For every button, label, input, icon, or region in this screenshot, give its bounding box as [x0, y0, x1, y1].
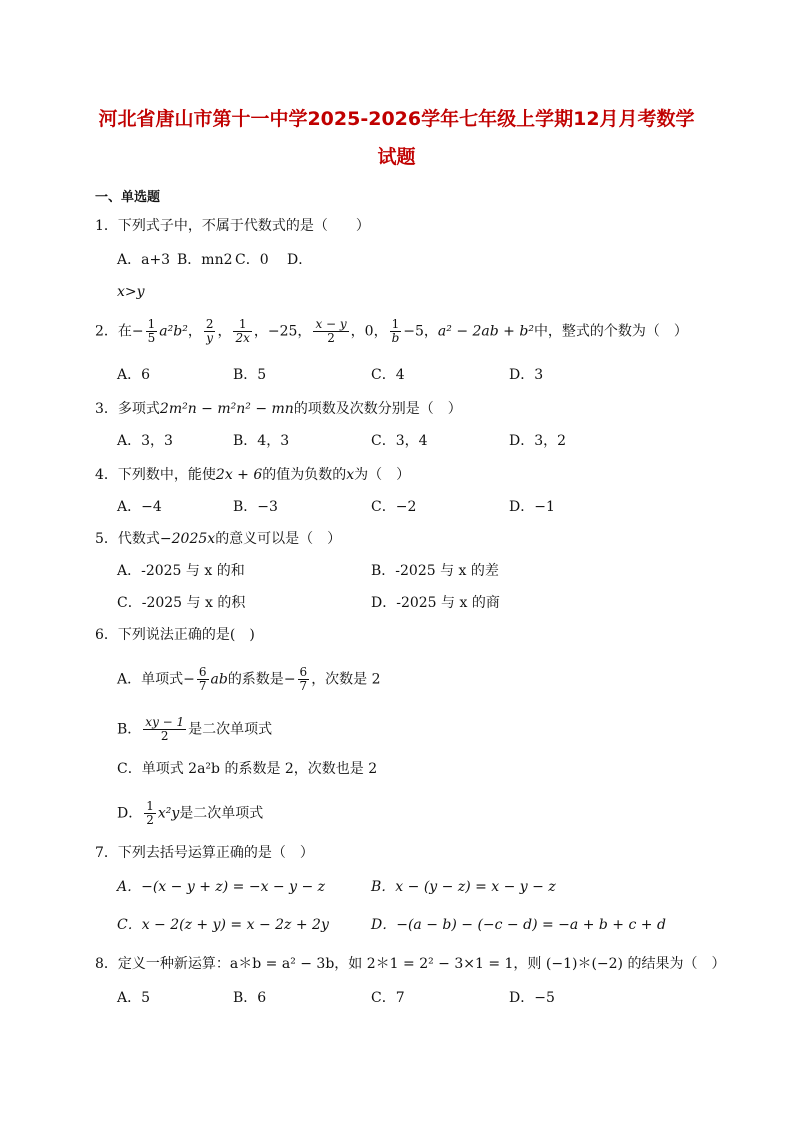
question-4-stem: 4．下列数中，能使2x + 6的值为负数的x为（ ）: [95, 467, 411, 483]
question-5-option-a: A．-2025 与 x 的和: [117, 563, 245, 579]
question-8-option-c: C．7: [371, 990, 405, 1006]
question-6-option-b: B． $\frac{xy - 1}{2}$ 是二次单项式: [117, 715, 273, 743]
question-1-option-d-value: x>y: [117, 284, 145, 300]
question-4-option-a: A．−4: [117, 499, 162, 515]
question-3-option-b: B．4，3: [233, 433, 290, 449]
question-8-option-d: D．−5: [509, 990, 555, 1006]
question-3-option-c: C．3，4: [371, 433, 428, 449]
question-3-option-a: A．3，3: [117, 433, 173, 449]
question-8-option-a: A．5: [117, 990, 151, 1006]
question-6-stem: 6．下列说法正确的是( ): [95, 627, 255, 643]
question-5-option-d: D．-2025 与 x 的商: [371, 595, 500, 611]
question-8-stem: 8．定义一种新运算：a＊b = a² − 3b，如 2＊1 = 2² − 3×1 = 1，则 (−1)＊(−2) 的结果为（ ）: [95, 956, 726, 972]
question-2-stem: 2．在− $\frac{1}{5}$ a²b²， $\frac{2}{y}$ ， $\frac{1}{2x}$ ，−25， $\frac{x - y}{2}$ ，0， $\frac{1}{b}$ −5，a² − 2ab + b²中，整式的个数为（ ）: [95, 317, 688, 345]
question-2-option-c: C．4: [371, 367, 405, 383]
question-4-option-d: D．−1: [509, 499, 555, 515]
question-1-option-a: A．a+3: [117, 252, 171, 268]
question-1-option-b: B．mn2: [177, 252, 233, 268]
question-7-stem: 7．下列去括号运算正确的是（ ）: [95, 845, 314, 861]
question-7-option-c: C．x − 2(z + y) = x − 2z + 2y: [117, 917, 329, 933]
exam-title: 河北省唐山市第十一中学2025-2026学年七年级上学期12月月考数学 试题: [98, 108, 695, 168]
question-6-option-d: D． $\frac{1}{2}$ x²y是二次单项式: [117, 799, 264, 827]
question-5-option-b: B．-2025 与 x 的差: [371, 563, 499, 579]
question-4-option-b: B．−3: [233, 499, 278, 515]
question-1-stem: 1．下列式子中，不属于代数式的是（ ）: [95, 218, 370, 234]
question-7-option-b: B．x − (y − z) = x − y − z: [371, 879, 556, 895]
question-6-option-c: C．单项式 2a²b 的系数是 2，次数也是 2: [117, 761, 378, 777]
question-7-option-d: D．−(a − b) − (−c − d) = −a + b + c + d: [371, 917, 666, 933]
question-7-option-a: A．−(x − y + z) = −x − y − z: [117, 879, 326, 895]
question-3-option-d: D．3，2: [509, 433, 567, 449]
question-2-option-d: D．3: [509, 367, 544, 383]
question-3-stem: 3．多项式2m²n − m²n² − mn的项数及次数分别是（ ）: [95, 401, 462, 417]
fraction: $\frac{1}{5}$: [147, 317, 156, 345]
question-8-option-b: B．6: [233, 990, 267, 1006]
section-heading: 一、单选题: [95, 190, 161, 205]
question-1-option-c: C．0: [235, 252, 269, 268]
question-1-option-d: D．: [287, 252, 313, 268]
question-2-option-b: B．5: [233, 367, 267, 383]
question-6-option-a: A．单项式− $\frac{6}{7}$ ab的系数是− $\frac{6}{7}$ ，次数是 2: [117, 665, 381, 693]
question-2-option-a: A．6: [117, 367, 151, 383]
question-5-option-c: C．-2025 与 x 的积: [117, 595, 246, 611]
question-4-option-c: C．−2: [371, 499, 417, 515]
question-5-stem: 5．代数式−2025x的意义可以是（ ）: [95, 531, 342, 547]
